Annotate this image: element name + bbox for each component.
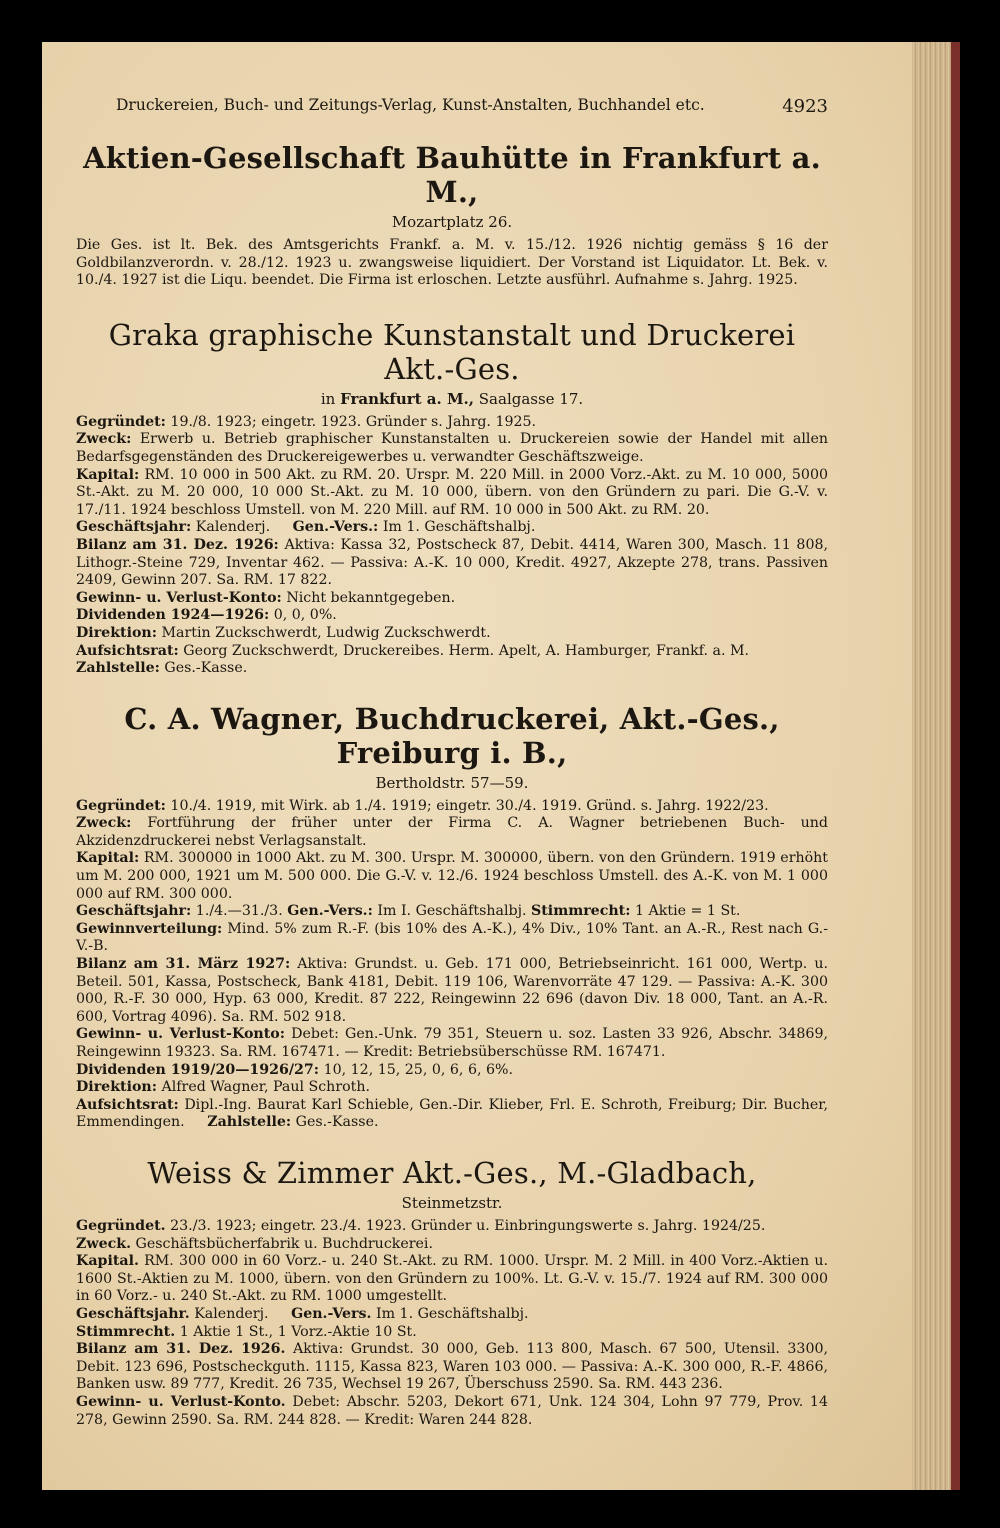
entry-stimmrecht: Stimmrecht. 1 Aktie 1 St., 1 Vorz.-Aktie 10 St. — [76, 1323, 417, 1340]
page-number: 4923 — [782, 96, 828, 117]
entry-zahlstelle: Zahlstelle: Ges.-Kasse. — [76, 660, 248, 677]
book-spine-edge — [951, 42, 960, 1490]
company-address: Bertholdstr. 57—59. — [375, 773, 529, 792]
entry-guv: Gewinn- u. Verlust-Konto. Debet: Abschr. 5203, Dekort 671, Unk. 124 304, Lohn 97 779, Prov. 14 278, Gewinn 2590. Sa. RM. 244 828. — Kredit: Waren 244 828. — [76, 1393, 828, 1428]
running-header — [116, 96, 828, 117]
entry-kapital: Kapital. RM. 300 000 in 60 Vorz.- u. 240 St.-Akt. zu RM. 1000. Urspr. M. 2 Mill. in 400 Vorz.-Aktien u. 1600 St.-Aktien zu M. 1000, übern. von den Gründern zu 100%. Lt. G.-V. v. 15./7. 1924 auf RM. 300 000 in 60 Vorz.- u. 240 St.-Akt. zu RM. 1000 umgestellt. — [76, 1253, 828, 1305]
entry-direktion: Direktion: Alfred Wagner, Paul Schroth. — [76, 1079, 370, 1096]
entry-gewinnverteilung: Gewinnverteilung: Mind. 5% zum R.-F. (bis 10% des A.-K.), 4% Div., 10% Tant. an A.-R., Rest nach G.-V.-B. — [76, 920, 828, 955]
entry-gegruendet: Gegründet: 10./4. 1919, mit Wirk. ab 1./4. 1919; eingetr. 30./4. 1919. Gründ. s. Jahrg. 1922/23. — [76, 797, 769, 814]
entry-geschaeftsjahr: Geschäftsjahr: Kalenderj. Gen.-Vers.: Im 1. Geschäftshalbj. — [76, 519, 536, 536]
entry-dividenden: Dividenden 1919/20—1926/27: 10, 12, 15, 25, 0, 6, 6, 6%. — [76, 1061, 514, 1078]
entry-dividenden: Dividenden 1924—1926: 0, 0, 0%. — [76, 607, 337, 624]
header-text: Druckereien, Buch- und Zeitungs-Verlag, Kunst-Anstalten, Buchhandel etc. — [116, 96, 705, 114]
entry-zweck: Zweck: Fortführung der früher unter der Firma C. A. Wagner betriebenen Buch- und Akzidenzdruckerei nebst Verlagsanstalt. — [76, 815, 829, 849]
entry-gegruendet: Gegründet: 19./8. 1923; eingetr. 1923. Gründer s. Jahrg. 1925. — [76, 413, 537, 430]
entry-kapital: Kapital: RM. 300000 in 1000 Akt. zu M. 300. Urspr. M. 300000, übern. von den Gründern. 1919 erhöht um M. 200 000, 1921 um M. 500 000. Die G.-V. v. 12./6. 1924 beschloss Umstell. des A.-K. von M. 1 000 000 auf RM. 300 000. — [76, 850, 828, 902]
entry-guv: Gewinn- u. Verlust-Konto: Debet: Gen.-Unk. 79 351, Steuern u. soz. Lasten 33 926, Abschr. 34869, Reingewinn 19323. Sa. RM. 167471. — Kredit: Betriebsüberschüsse RM. 167471. — [76, 1026, 828, 1060]
page-content — [76, 96, 828, 1429]
entry-aufsichtsrat: Aufsichtsrat: Georg Zuckschwerdt, Druckereibes. Herm. Apelt, A. Hamburger, Frankf. a. M. — [76, 642, 750, 659]
company-notice: Die Ges. ist lt. Bek. des Amtsgerichts Frankf. a. M. v. 15./12. 1926 nichtig gemäss § 16 der Goldbilanzverordn. v. 28./12. 1923 u. zwangsweise liquidiert. Der Vorstand ist Liquidator. Lt. Bek. v. 10./4. 1927 ist die Liqu. beendet. Die Firma ist erloschen. Letzte ausführl. Aufnahme s. Jahrg. 1925. — [76, 237, 828, 289]
company-title: Aktien-Gesellschaft Bauhütte in Frankfurt a. M., — [83, 141, 821, 209]
entry-kapital: Kapital: RM. 10 000 in 500 Akt. zu RM. 20. Urspr. M. 220 Mill. in 2000 Vorz.-Akt. zu M. 10 000, 5000 St.-Akt. zu M. 20 000, 10 000 St.-Akt. zu M. 10 000, übern. von den Gründern zu pari. Die G.-V. v. 17./11. 1924 beschloss Umstell. von M. 220 Mill. auf RM. 10 000 in 500 Akt. zu RM. 20. — [76, 466, 829, 518]
entry-aufsichtsrat: Aufsichtsrat: Dipl.-Ing. Baurat Karl Schieble, Gen.-Dir. Klieber, Frl. E. Schroth, Freiburg; Dir. Bucher, Emmendingen. Zahlstelle: Ges.-Kasse. — [76, 1096, 828, 1131]
company-title: C. A. Wagner, Buchdruckerei, Akt.-Ges., Freiburg i. B., — [124, 701, 780, 770]
entry-zweck: Zweck: Erwerb u. Betrieb graphischer Kunstanstalten u. Druckereien sowie der Handel mit allen Bedarfsgegenständen des Druckereigewerbes u. verwandter Geschäftszweige. — [76, 431, 828, 465]
company-title: Graka graphische Kunstanstalt und Druckerei Akt.-Ges. — [108, 317, 796, 386]
entry-gegruendet: Gegründet. 23./3. 1923; eingetr. 23./4. 1923. Gründer u. Einbringungswerte s. Jahrg. 1924/25. — [76, 1217, 766, 1234]
company-address: Mozartplatz 26. — [391, 213, 513, 231]
entry-direktion: Direktion: Martin Zuckschwerdt, Ludwig Zuckschwerdt. — [76, 624, 491, 641]
entry-bilanz: Bilanz am 31. Dez. 1926: Aktiva: Kassa 32, Postscheck 87, Debit. 4414, Waren 300, Masch. 11 808, Lithogr.-Steine 729, Inventar 462. — Passiva: A.-K. 10 000, Kredit. 4927, Akzepte 278, trans. Passiven 2409, Gewinn 207. Sa. RM. 17 822. — [76, 536, 829, 589]
entry-geschaeftsjahr: Geschäftsjahr. Kalenderj. Gen.-Vers. Im 1. Geschäftshalbj. — [76, 1305, 529, 1322]
company-address: Steinmetzstr. — [401, 1193, 503, 1212]
company-address: in Frankfurt a. M., Saalgasse 17. — [320, 389, 584, 408]
entry-bilanz: Bilanz am 31. März 1927: Aktiva: Grundst. u. Geb. 171 000, Betriebseinricht. 161 000, Wertp. u. Beteil. 501, Kassa, Postscheck, Bank 4181, Debit. 119 106, Warenvorräte 47 129. — Passiva: A.-K. 300 000, R.-F. 30 000, Hyp. 63 000, Kredit. 87 222, Reingewinn 22 696 (davon Div. 18 000, Tant. an A.-R. 600, Vortrag 4096). Sa. RM. 502 918. — [76, 956, 828, 1025]
entry-bilanz: Bilanz am 31. Dez. 1926. Aktiva: Grundst. 30 000, Geb. 113 800, Masch. 67 500, Utensil. 3300, Debit. 123 696, Postscheckguth. 1115, Kassa 823, Waren 103 000. — Passiva: A.-K. 300 000, R.-F. 4866, Banken usw. 89 777, Kredit. 26 735, Wechsel 19 267, Überschuss 2590. Sa. RM. 443 236. — [76, 1341, 829, 1393]
entry-guv: Gewinn- u. Verlust-Konto: Nicht bekanntgegeben. — [76, 589, 456, 606]
entry-geschaeftsjahr: Geschäftsjahr: 1./4.—31./3. Gen.-Vers.: Im I. Geschäftshalbj. Stimmrecht: 1 Aktie = 1 St. — [76, 903, 741, 920]
entry-zweck: Zweck. Geschäftsbücherfabrik u. Buchdruckerei. — [76, 1235, 433, 1252]
company-title: Weiss & Zimmer Akt.-Ges., M.-Gladbach, — [147, 1155, 757, 1190]
page-edges — [912, 42, 952, 1490]
